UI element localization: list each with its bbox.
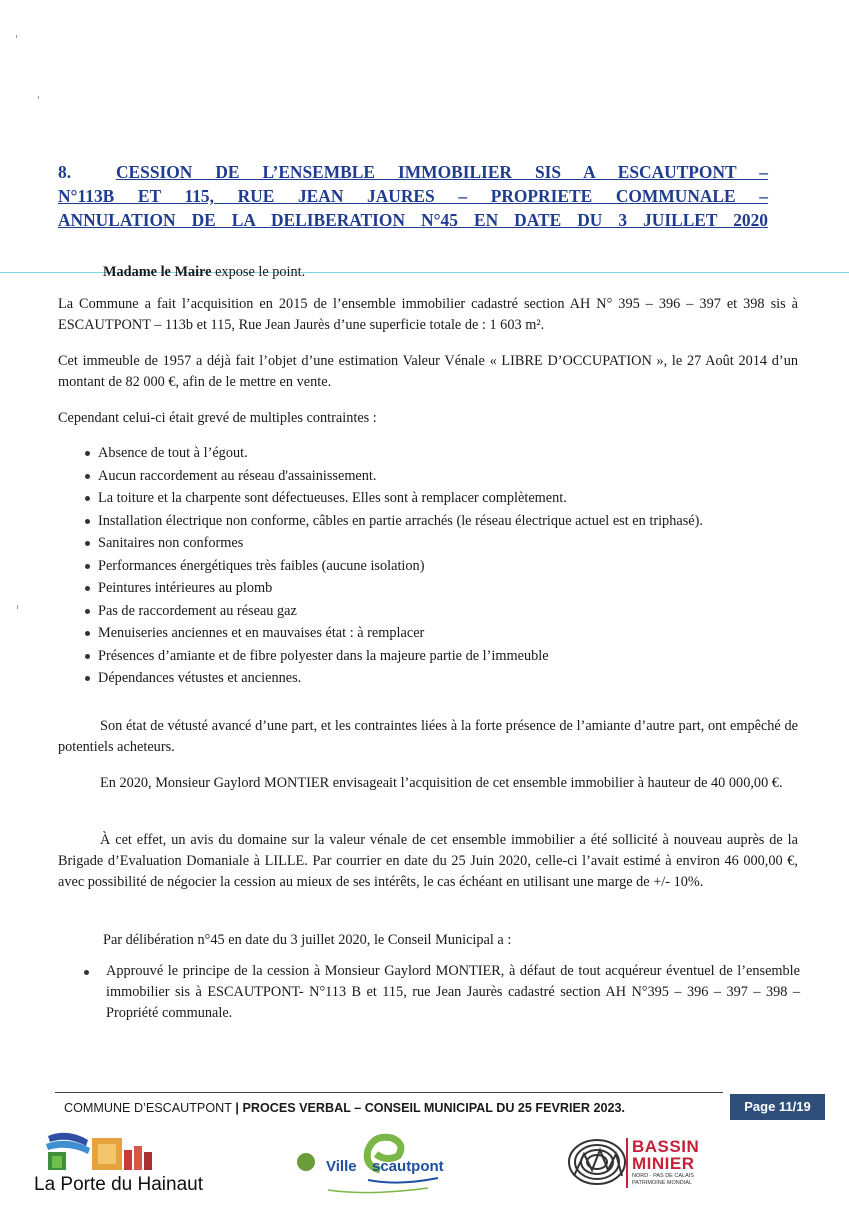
bullet-icon	[85, 451, 90, 456]
paragraph-deliberation: Par délibération n°45 en date du 3 juillet 2020, le Conseil Municipal a :	[103, 932, 512, 948]
list-item-text: Sanitaires non conformes	[98, 535, 244, 551]
scan-mark	[16, 35, 17, 38]
list-item-text: Menuiseries anciennes et en mauvaises état : à remplacer	[98, 625, 425, 641]
list-item	[78, 645, 808, 668]
scan-mark	[38, 96, 39, 99]
bullet-icon	[85, 519, 90, 524]
region-label: NORD · PAS DE CALAIS	[632, 1173, 694, 1179]
list-item	[78, 667, 808, 690]
list-item-text: Absence de tout à l’égout.	[98, 445, 248, 461]
list-item	[78, 442, 808, 465]
section-number: 8.	[58, 162, 72, 182]
page-number-badge: Page 11/19	[730, 1094, 825, 1120]
bassin-minier-emblem-icon	[566, 1136, 628, 1188]
list-item-text: Installation électrique non conforme, câbles en partie arrachés (le réseau électrique actuel est en triphasé).	[98, 512, 703, 529]
paragraph-vetuste: Son état de vétusté avancé d’une part, et les contraintes liées à la forte présence de l’amiante d’autre part, ont empêché de potentiels acheteurs.	[58, 718, 798, 755]
paragraph-montier-offer: En 2020, Monsieur Gaylord MONTIER envisageait l’acquisition de cet ensemble immobilier à hauteur de 40 000,00 €.	[100, 775, 783, 791]
bullet-icon	[85, 631, 90, 636]
list-item-text: Dépendances vétustes et anciennes.	[98, 670, 302, 686]
list-item	[78, 622, 808, 645]
list-item-text: Peintures intérieures au plomb	[98, 580, 273, 596]
paragraph-acquisition: La Commune a fait l’acquisition en 2015 de l’ensemble immobilier cadastré section AH N° 395 – 396 – 397 et 398 sis à ESCAUTPONT – 113b et 115, Rue Jean Jaurès d’une superficie totale de : 1 603 m².	[58, 296, 798, 333]
list-item-text: Performances énergétiques très faibles (aucune isolation)	[98, 557, 425, 574]
ville-escautpont-logo	[288, 1132, 458, 1200]
speaker-name: Madame le Maire	[103, 264, 212, 280]
list-item	[78, 465, 808, 488]
escautpont-label: scautpont	[372, 1158, 444, 1175]
heading-line-1	[58, 160, 768, 184]
bullet-icon	[85, 609, 90, 614]
bassin-label: BASSIN	[632, 1137, 700, 1156]
bullet-icon	[85, 474, 90, 479]
porte-du-hainaut-emblem-icon	[28, 1130, 158, 1174]
list-item-text: Pas de raccordement au réseau gaz	[98, 602, 297, 619]
bullet-icon	[85, 564, 90, 569]
list-item	[78, 600, 808, 623]
bullet-icon	[85, 676, 90, 681]
list-item-text: La toiture et la charpente sont défectueuses. Elles sont à remplacer complètement.	[98, 490, 567, 506]
ville-label: Ville	[326, 1158, 357, 1175]
list-item	[78, 487, 808, 510]
scan-mark	[17, 605, 18, 609]
porte-du-hainaut-label: La Porte du Hainaut	[34, 1174, 204, 1195]
footer-text	[64, 1101, 625, 1115]
footer-title: PROCES VERBAL – CONSEIL MUNICIPAL DU 25 FEVRIER 2023.	[242, 1101, 626, 1115]
bassin-minier-logo	[566, 1136, 716, 1200]
intro-text: expose le point.	[211, 264, 306, 280]
list-item	[78, 532, 808, 555]
list-item-text: Présences d’amiante et de fibre polyester dans la majeure partie de l’immeuble	[98, 647, 549, 664]
minier-label: MINIER	[632, 1154, 695, 1173]
heading-line-2: N°113B ET 115, RUE JEAN JAURES – PROPRIETE COMMUNALE –	[58, 186, 768, 206]
list-item	[78, 577, 808, 600]
decision-item	[82, 961, 800, 1024]
bullet-icon	[85, 654, 90, 659]
bullet-icon	[85, 541, 90, 546]
footer-separator: |	[231, 1101, 243, 1115]
intro-line	[103, 262, 793, 283]
bassin-divider	[626, 1138, 628, 1188]
constraints-list	[78, 442, 808, 690]
decision-text: Approuvé le principe de la cession à Monsieur Gaylord MONTIER, à défaut de tout acquéreur éventuel de l’ensemble immobilier sis à ESCAUTPONT- N°113 B et 115, rue Jean Jaurès cadastré section AH N°395 – 396 – 397 – 398 – Propriété communale.	[106, 963, 800, 1021]
bullet-icon	[84, 970, 89, 975]
footer-divider	[55, 1092, 723, 1093]
bullet-icon	[85, 496, 90, 501]
list-item-text: Aucun raccordement au réseau d'assainissement.	[98, 467, 377, 484]
paragraph-constraints-intro: Cependant celui-ci était grevé de multiples contraintes :	[58, 410, 377, 426]
porte-du-hainaut-logo	[28, 1130, 218, 1200]
heading-line-3: ANNULATION DE LA DELIBERATION N°45 EN DATE DU 3 JUILLET 2020	[58, 210, 768, 230]
bullet-icon	[85, 586, 90, 591]
paragraph-domain-opinion: À cet effet, un avis du domaine sur la valeur vénale de cet ensemble immobilier a été sollicité à nouveau auprès de la Brigade d’Evaluation Domaniale à LILLE. Par courrier en date du 25 Juin 2020, celle-ci l’avait estimé à environ 46 000,00 €, avec possibilité de négocier la cession au mieux de ses intérêts, le cas échéant en utilisant une marge de +/- 10%.	[58, 832, 798, 890]
list-item	[78, 555, 808, 578]
heading-text-1: CESSION DE L’ENSEMBLE IMMOBILIER SIS A ESCAUTPONT –	[116, 162, 768, 182]
patrimoine-label: PATRIMOINE MONDIAL	[632, 1180, 692, 1186]
section-heading	[58, 160, 768, 232]
paragraph-estimation: Cet immeuble de 1957 a déjà fait l’objet d’une estimation Valeur Vénale « LIBRE D’OCCUPATION », le 27 Août 2014 d’un montant de 82 000 €, afin de le mettre en vente.	[58, 353, 798, 390]
list-item	[78, 510, 808, 533]
footer-commune: COMMUNE D’ESCAUTPONT	[64, 1101, 232, 1115]
